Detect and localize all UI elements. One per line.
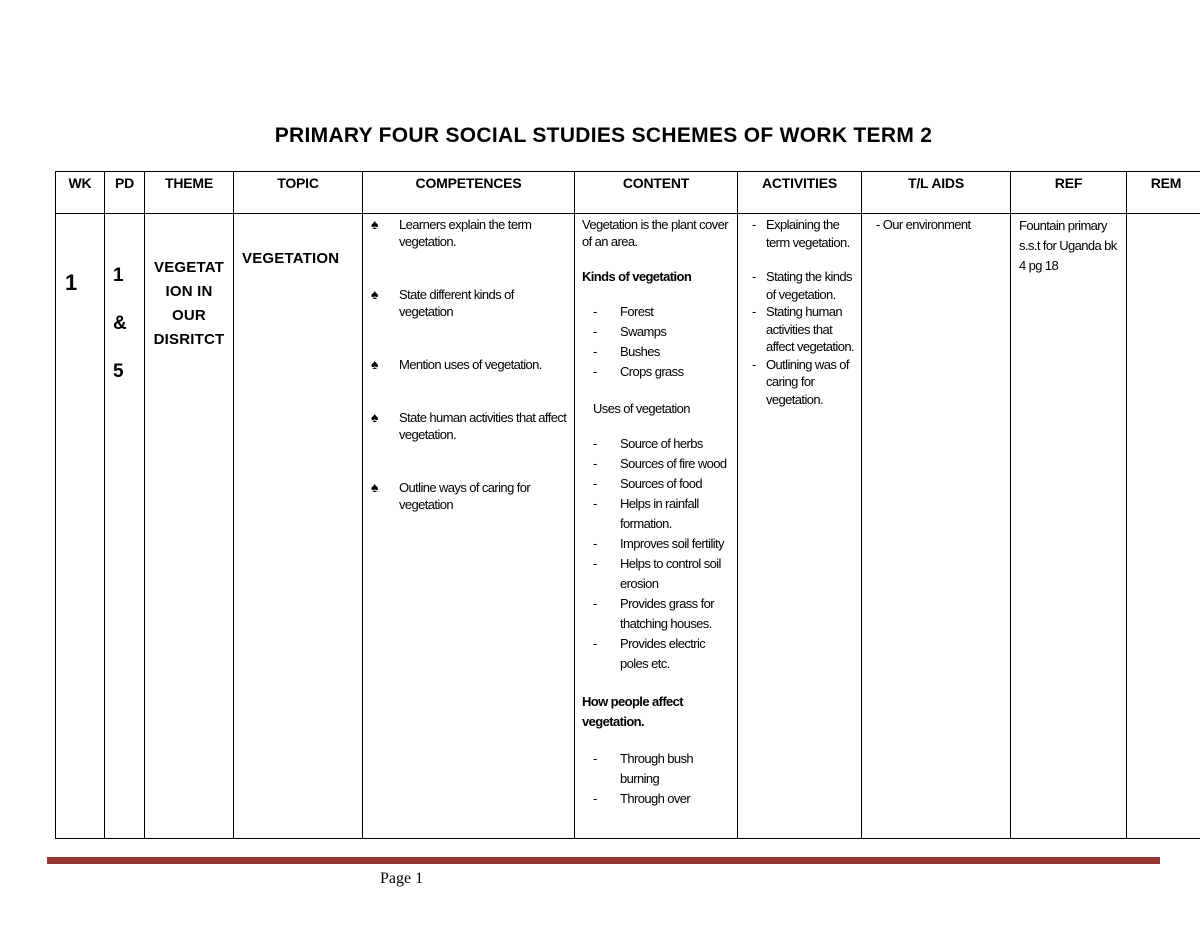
list-item — [371, 216, 568, 250]
use-text: Helps in rainfall formation. — [620, 496, 699, 531]
header-pd: PD — [105, 172, 145, 214]
header-content: CONTENT — [575, 172, 738, 214]
use-text: Sources of food — [620, 476, 703, 491]
competence-text: Outline ways of caring for vegetation — [399, 480, 531, 512]
list-item: - Explaining the term vegetation. — [752, 216, 857, 251]
affect-text: Through over — [620, 791, 691, 806]
use-text: Provides electric poles etc. — [620, 636, 706, 671]
kind-text: Crops grass — [620, 364, 684, 379]
table-row — [56, 214, 1200, 839]
list-item: - Crops grass — [593, 362, 731, 382]
content-body — [575, 214, 737, 809]
header-topic: TOPIC — [234, 172, 363, 214]
document-title: PRIMARY FOUR SOCIAL STUDIES SCHEMES OF WORK TERM 2 — [274, 124, 933, 147]
cell-topic — [234, 214, 363, 839]
list-item: - Helps in rainfall formation. — [593, 494, 731, 534]
period-value: 1 — [113, 265, 124, 286]
list-item — [371, 286, 568, 320]
affect-text: Through bush burning — [620, 751, 694, 786]
uses-heading: Uses of vegetation — [593, 401, 690, 416]
period-value: & — [113, 313, 127, 334]
header-theme: THEME — [145, 172, 234, 214]
header-tl-aids: T/L AIDS — [862, 172, 1011, 214]
uses-list — [582, 434, 731, 674]
tl-aids-text: - Our environment — [876, 217, 971, 232]
theme-text: VEGETAT ION IN OUR DISRITCT — [153, 259, 225, 348]
list-item: - Through bush burning — [593, 749, 731, 789]
list-item: - Outlining was of caring for vegetation. — [752, 356, 857, 409]
content-intro: Vegetation is the plant cover of an area. — [582, 217, 728, 249]
list-item: - Bushes — [593, 342, 731, 362]
reference-text: Fountain primary s.s.t for Uganda bk 4 pg 18 — [1019, 218, 1117, 273]
page-number: Page 1 — [380, 870, 424, 887]
cell-tl-aids — [862, 214, 1011, 839]
list-item — [371, 409, 568, 443]
activities-list — [738, 214, 861, 408]
cell-rem — [1127, 214, 1200, 839]
list-item: - Forest — [593, 302, 731, 322]
list-item: - Provides grass for thatching houses. — [593, 594, 731, 634]
kind-text: Bushes — [620, 344, 660, 359]
topic-text: VEGETATION — [242, 250, 340, 267]
list-item: - Helps to control soil erosion — [593, 554, 731, 594]
spade-bullet-icon: ♠ — [371, 409, 378, 425]
list-item: - Improves soil fertility — [593, 534, 731, 554]
activity-text: Stating human activities that affect vegetation. — [766, 304, 854, 354]
activity-text: Outlining was of caring for vegetation. — [766, 356, 849, 407]
kind-text: Forest — [620, 304, 654, 319]
use-text: Improves soil fertility — [620, 536, 724, 551]
kinds-list — [582, 302, 731, 382]
list-item: - Sources of food — [593, 474, 731, 494]
cell-wk — [56, 214, 105, 839]
header-rem: REM — [1127, 172, 1200, 214]
competence-text: Mention uses of vegetation. — [399, 357, 542, 372]
list-item — [371, 356, 568, 373]
cell-theme — [145, 214, 234, 839]
header-competences: COMPETENCES — [363, 172, 575, 214]
cell-pd — [105, 214, 145, 839]
activity-text: Stating the kinds of vegetation. — [766, 269, 852, 302]
use-text: Source of herbs — [620, 436, 703, 451]
header-ref: REF — [1011, 172, 1127, 214]
list-item: - Sources of fire wood — [593, 454, 731, 474]
use-text: Provides grass for thatching houses. — [620, 596, 714, 631]
list-item: - Stating the kinds of vegetation. — [752, 268, 857, 303]
footer-rule — [47, 857, 1160, 864]
kinds-heading: Kinds of vegetation — [582, 269, 692, 284]
competence-text: State human activities that affect vegetation. — [399, 410, 567, 442]
cell-ref — [1011, 214, 1127, 839]
list-item: - Through over — [593, 789, 731, 809]
header-row — [56, 172, 1200, 214]
spade-bullet-icon: ♠ — [371, 216, 378, 232]
period-values — [105, 214, 144, 384]
list-item — [371, 479, 568, 513]
week-number: 1 — [65, 270, 78, 295]
spade-bullet-icon: ♠ — [371, 286, 378, 302]
cell-activities — [738, 214, 862, 839]
list-item: - Stating human activities that affect vegetation. — [752, 303, 857, 356]
header-activities: ACTIVITIES — [738, 172, 862, 214]
scheme-table — [55, 171, 1200, 839]
list-item: - Source of herbs — [593, 434, 731, 454]
spade-bullet-icon: ♠ — [371, 479, 378, 495]
use-text: Helps to control soil erosion — [620, 556, 721, 591]
competence-text: Learners explain the term vegetation. — [399, 217, 532, 249]
cell-content — [575, 214, 738, 839]
competences-list — [363, 214, 574, 513]
competence-text: State different kinds of vegetation — [399, 287, 514, 319]
list-item: - Provides electric poles etc. — [593, 634, 731, 674]
affect-list — [582, 749, 731, 809]
cell-competences — [363, 214, 575, 839]
use-text: Sources of fire wood — [620, 456, 727, 471]
period-value: 5 — [113, 361, 124, 382]
spade-bullet-icon: ♠ — [371, 356, 378, 372]
list-item: - Swamps — [593, 322, 731, 342]
affect-heading: How people affect vegetation. — [582, 694, 684, 729]
header-wk: WK — [56, 172, 105, 214]
activity-text: Explaining the term vegetation. — [766, 217, 850, 250]
kind-text: Swamps — [620, 324, 667, 339]
